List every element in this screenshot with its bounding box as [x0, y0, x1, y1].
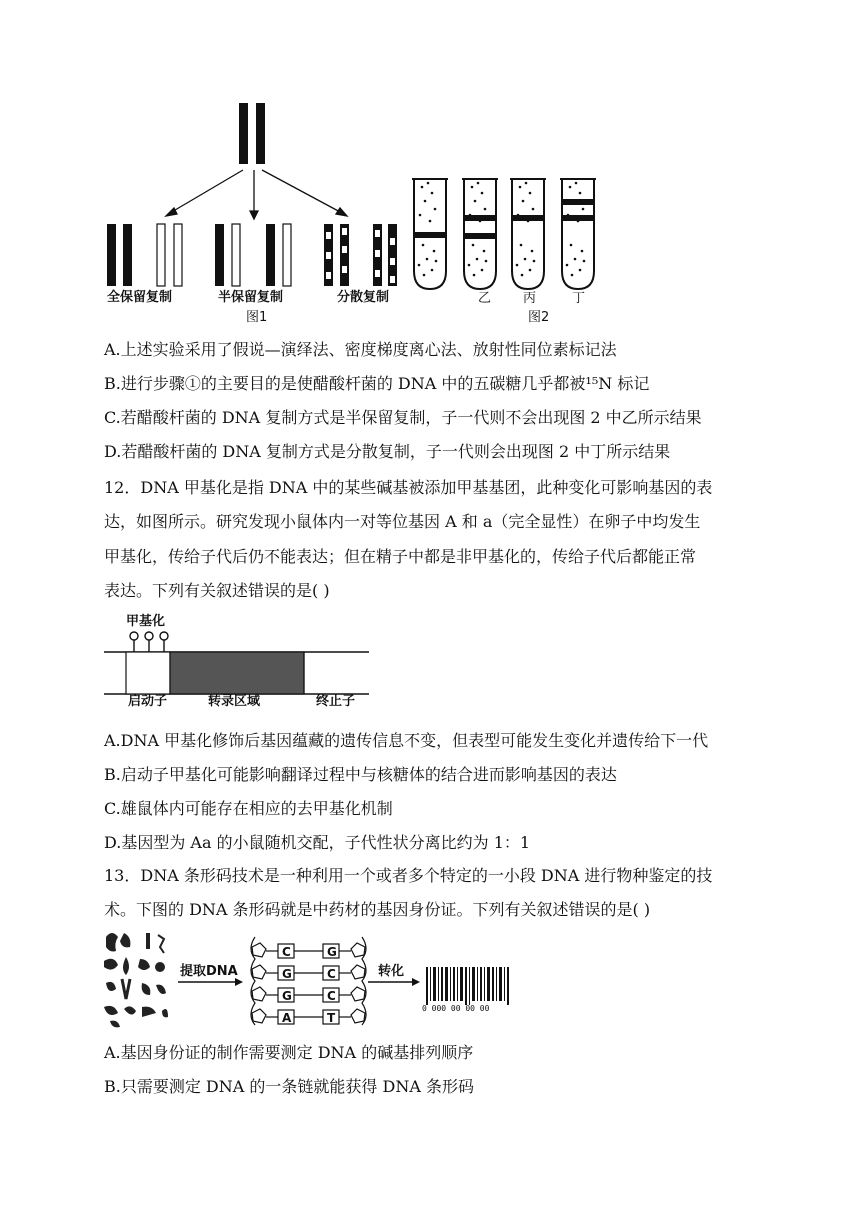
figure-1-caption: 图1	[246, 310, 268, 325]
tube-label-yi: 乙	[478, 291, 492, 306]
base-letter: C	[282, 945, 291, 959]
tube-label-bing: 丙	[523, 291, 537, 306]
base-letter: T	[327, 1011, 336, 1025]
q13-stem-line-2: 术。下图的 DNA 条形码就是中药材的基因身份证。下列有关叙述错误的是( )	[104, 900, 651, 919]
q12-stem-line-3: 甲基化，传给子代后仍不能表达；但在精子中都是非甲基化的，传给子代后都能正常	[104, 547, 697, 566]
mode-label-dispersive: 分散复制	[337, 290, 390, 305]
q12-option-a: A.DNA 甲基化修饰后基因蕴藏的遗传信息不变，但表型可能发生变化并遗传给下一代	[104, 731, 709, 750]
conservative-replication-model	[107, 224, 182, 286]
transcription-region-label: 转录区域	[208, 694, 261, 709]
q12-stem-line-4: 表达。下列有关叙述错误的是( )	[104, 581, 330, 600]
dna-ladder	[251, 937, 366, 1025]
parent-dna-strand	[256, 103, 265, 164]
centrifuge-tube-ding	[560, 179, 596, 289]
convert-label: 转化	[378, 964, 405, 979]
mode-label-conservative: 全保留复制	[107, 290, 173, 305]
arrows	[166, 170, 347, 219]
figure-2-caption: 图2	[528, 310, 550, 325]
mode-label-semiconservative: 半保留复制	[218, 290, 284, 305]
q12-stem-line-2: 达，如图所示。研究发现小鼠体内一对等位基因 A 和 a（完全显性）在卵子中均发生	[104, 512, 701, 531]
q12-option-b: B.启动子甲基化可能影响翻译过程中与核糖体的结合进而影响基因的表达	[104, 765, 617, 784]
centrifuge-tube	[412, 179, 448, 289]
centrifuge-tube-yi	[462, 179, 498, 289]
transcription-region	[170, 652, 304, 694]
herbal-specimens	[104, 933, 168, 1027]
barcode-digits: 0 000 00 00 00	[422, 1004, 490, 1013]
q11-option-c: C.若醋酸杆菌的 DNA 复制方式是半保留复制，子一代则不会出现图 2 中乙所示结果	[104, 408, 702, 427]
promoter-region	[126, 652, 170, 694]
base-letter: G	[327, 945, 337, 959]
base-letter: C	[327, 989, 336, 1003]
base-letter: G	[282, 967, 292, 981]
semi-conservative-replication-model	[215, 224, 291, 286]
base-letter: A	[282, 1011, 292, 1025]
tube-label-ding: 丁	[572, 291, 586, 306]
q11-option-a: A.上述实验采用了假说—演绎法、密度梯度离心法、放射性同位素标记法	[104, 340, 617, 359]
parent-dna-strand	[239, 103, 248, 164]
q13-option-a: A.基因身份证的制作需要测定 DNA 的碱基排列顺序	[104, 1043, 474, 1062]
base-letter: C	[327, 967, 336, 981]
promoter-label: 启动子	[128, 694, 168, 709]
q13-stem-line-1: 13．DNA 条形码技术是一种利用一个或者多个特定的一小段 DNA 进行物种鉴定的技	[104, 866, 713, 885]
q11-option-b: B.进行步骤①的主要目的是使醋酸杆菌的 DNA 中的五碳糖几乎都被¹⁵N 标记	[104, 374, 650, 393]
terminator-label: 终止子	[316, 694, 356, 709]
q12-option-d: D.基因型为 Aa 的小鼠随机交配，子代性状分离比约为 1：1	[104, 833, 531, 852]
extract-dna-label: 提取DNA	[180, 964, 238, 979]
methylation-label: 甲基化	[126, 614, 166, 629]
dispersive-replication-model	[324, 224, 397, 286]
figure-1-replication-models	[100, 100, 400, 300]
methyl-group-markers	[130, 632, 168, 652]
q11-option-d: D.若醋酸杆菌的 DNA 复制方式是分散复制，子一代则会出现图 2 中丁所示结果	[104, 442, 671, 461]
base-letter: G	[282, 989, 292, 1003]
centrifuge-tube-bing	[510, 179, 546, 289]
q12-option-c: C.雄鼠体内可能存在相应的去甲基化机制	[104, 799, 393, 818]
q12-stem-line-1: 12．DNA 甲基化是指 DNA 中的某些碱基被添加甲基基团，此种变化可影响基因的表	[104, 478, 713, 497]
q13-option-b: B.只需要测定 DNA 的一条链就能获得 DNA 条形码	[104, 1077, 474, 1096]
dna-barcode-diagram	[100, 927, 520, 1032]
barcode	[426, 967, 509, 1005]
